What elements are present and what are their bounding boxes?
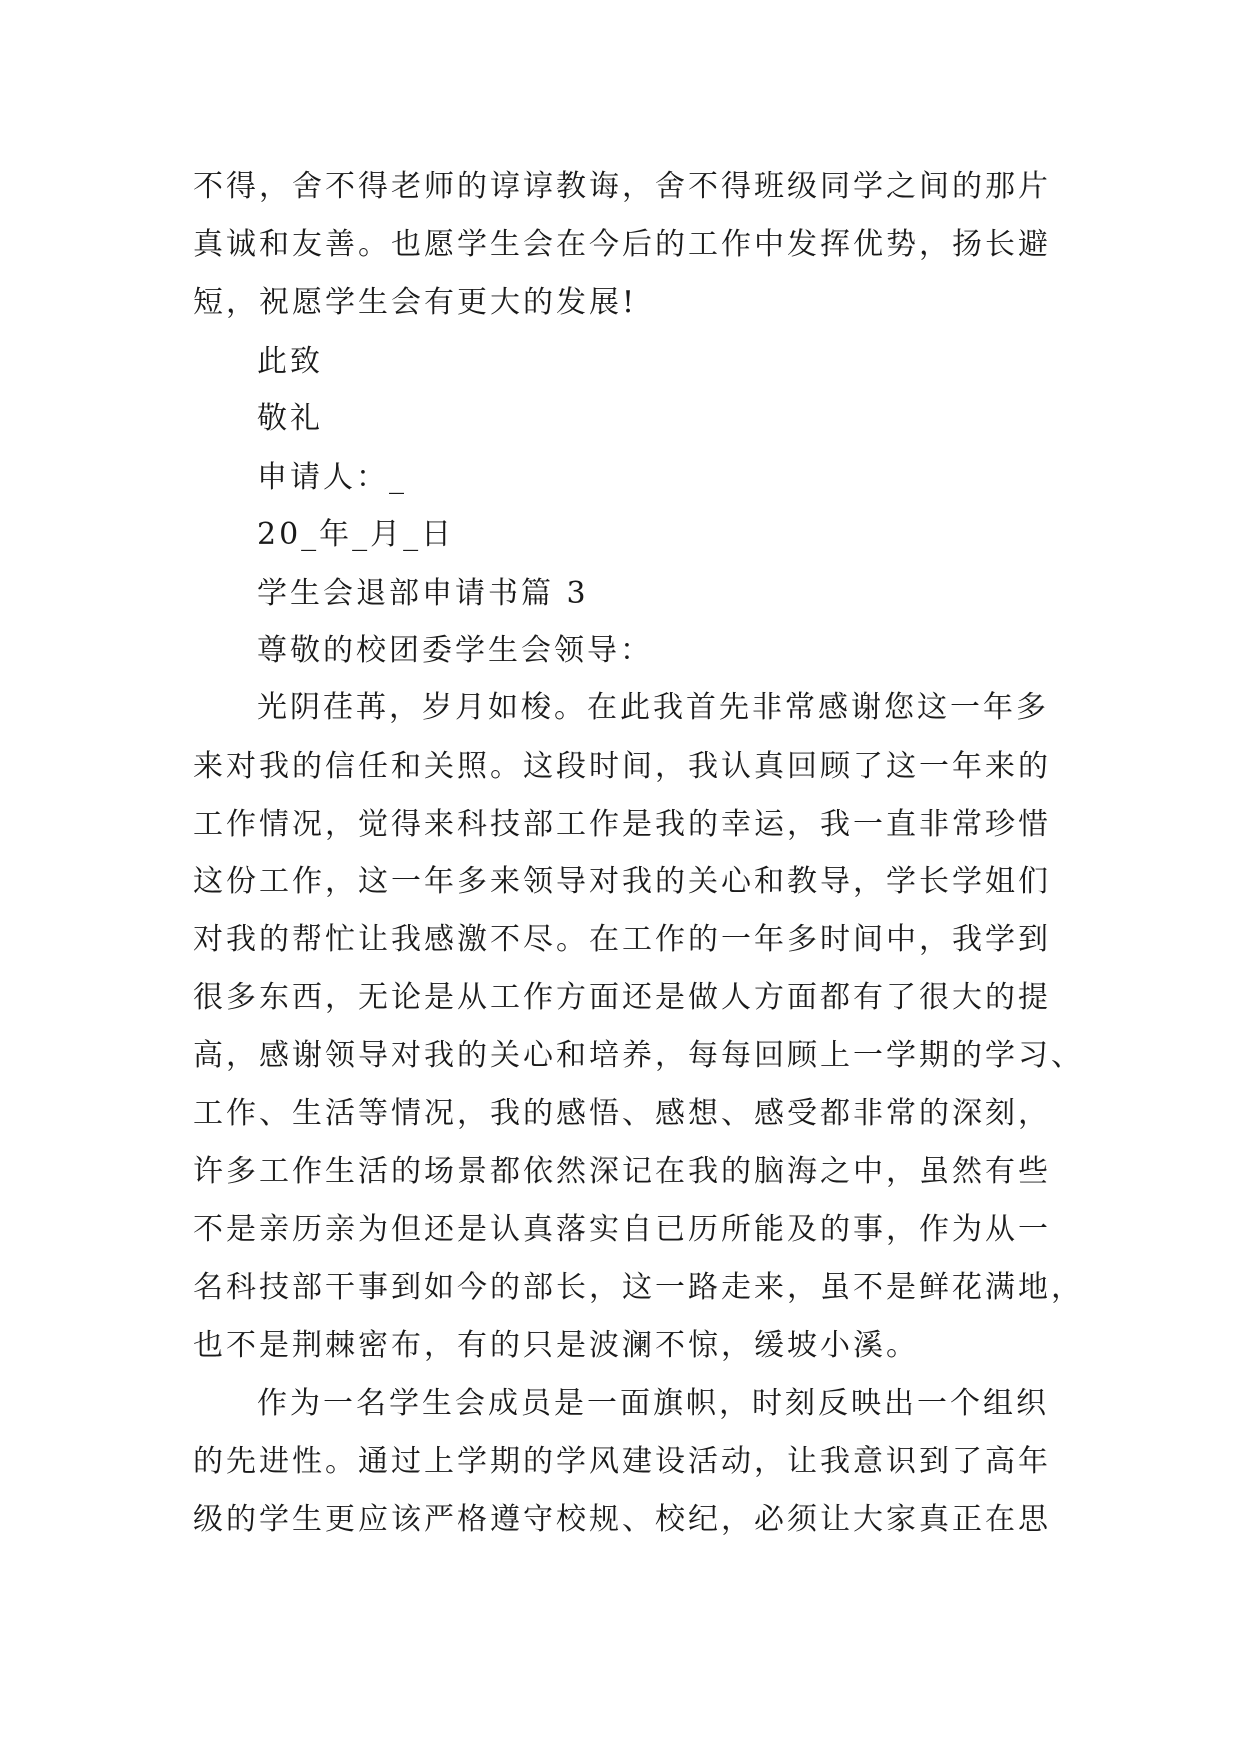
paragraph-line: 许多工作生活的场景都依然深记在我的脑海之中，虽然有些 (193, 1154, 1051, 1189)
paragraph-line: 不得，舍不得老师的谆谆教诲，舍不得班级同学之间的那片 (193, 169, 1051, 204)
paragraph-line: 的先进性。通过上学期的学风建设活动，让我意识到了高年 (193, 1444, 1051, 1479)
closing-salutation: 敬礼 (257, 401, 323, 436)
applicant-line: 申请人：_ (257, 460, 407, 495)
paragraph-line: 高，感谢领导对我的关心和培养，每每回顾上一学期的学习、 (193, 1038, 1084, 1073)
paragraph-line: 工作情况，觉得来科技部工作是我的幸运，我一直非常珍惜 (193, 807, 1051, 842)
paragraph-line: 光阴荏苒，岁月如梭。在此我首先非常感谢您这一年多 (257, 690, 1049, 725)
greeting-line: 尊敬的校团委学生会领导： (257, 633, 653, 668)
paragraph-line: 短，祝愿学生会有更大的发展! (193, 285, 638, 320)
paragraph-line: 这份工作，这一年多来领导对我的关心和教导，学长学姐们 (193, 864, 1051, 899)
paragraph-line: 也不是荆棘密布，有的只是波澜不惊，缓坡小溪。 (193, 1328, 919, 1363)
paragraph-line: 工作、生活等情况，我的感悟、感想、感受都非常的深刻， (193, 1096, 1051, 1131)
paragraph-line: 真诚和友善。也愿学生会在今后的工作中发挥优势，扬长避 (193, 227, 1051, 262)
date-line: 20_年_月_日 (257, 517, 455, 552)
paragraph-line: 作为一名学生会成员是一面旗帜，时刻反映出一个组织 (257, 1386, 1049, 1421)
paragraph-line: 对我的帮忙让我感激不尽。在工作的一年多时间中，我学到 (193, 922, 1051, 957)
paragraph-line: 来对我的信任和关照。这段时间，我认真回顾了这一年来的 (193, 749, 1051, 784)
section-title: 学生会退部申请书篇 3 (257, 576, 589, 611)
paragraph-line: 很多东西，无论是从工作方面还是做人方面都有了很大的提 (193, 980, 1051, 1015)
closing-salutation: 此致 (257, 344, 323, 379)
paragraph-line: 名科技部干事到如今的部长，这一路走来，虽不是鲜花满地， (193, 1270, 1084, 1305)
paragraph-line: 级的学生更应该严格遵守校规、校纪，必须让大家真正在思 (193, 1502, 1051, 1537)
paragraph-line: 不是亲历亲为但还是认真落实自已历所能及的事，作为从一 (193, 1212, 1051, 1247)
